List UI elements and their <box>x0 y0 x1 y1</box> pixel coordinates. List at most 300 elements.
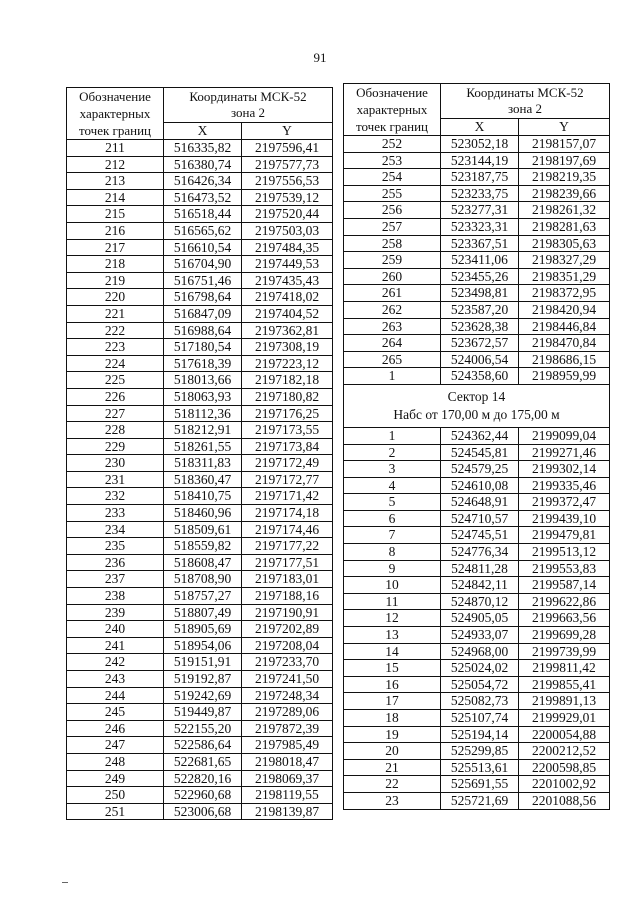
coordinates-header <box>441 84 610 119</box>
table-row <box>344 202 610 219</box>
y-coordinate: 2197182,18 <box>242 372 333 389</box>
y-coordinate: 2197233,70 <box>242 654 333 671</box>
table-row <box>344 218 610 235</box>
point-number: 233 <box>67 505 164 522</box>
point-number: 240 <box>67 621 164 638</box>
y-coordinate: 2197173,84 <box>242 438 333 455</box>
x-coordinate: 516473,52 <box>164 189 242 206</box>
point-number: 258 <box>344 235 441 252</box>
point-number: 220 <box>67 289 164 306</box>
point-number: 252 <box>344 136 441 153</box>
x-coordinate: 525691,55 <box>441 776 519 793</box>
table-row <box>344 477 610 494</box>
point-number: 255 <box>344 185 441 202</box>
table-row <box>67 305 333 322</box>
y-coordinate: 2197248,34 <box>242 687 333 704</box>
y-coordinate: 2197418,02 <box>242 289 333 306</box>
y-coordinate: 2199302,14 <box>519 461 610 478</box>
designation-line2: характерных <box>356 102 428 117</box>
point-number: 223 <box>67 339 164 356</box>
point-number: 219 <box>67 272 164 289</box>
x-coordinate: 518954,06 <box>164 637 242 654</box>
point-number: 16 <box>344 676 441 693</box>
point-number: 9 <box>344 560 441 577</box>
y-coordinate: 2199699,28 <box>519 627 610 644</box>
y-coordinate: 2197171,42 <box>242 488 333 505</box>
x-coordinate: 518708,90 <box>164 571 242 588</box>
table-row <box>67 388 333 405</box>
point-number: 254 <box>344 169 441 186</box>
table-row <box>344 693 610 710</box>
x-coordinate: 516380,74 <box>164 156 242 173</box>
right-table-body-bottom <box>344 427 610 809</box>
point-number: 257 <box>344 218 441 235</box>
point-number: 224 <box>67 355 164 372</box>
x-coordinate: 523233,75 <box>441 185 519 202</box>
point-number: 216 <box>67 222 164 239</box>
point-number: 261 <box>344 285 441 302</box>
right-table-body-top <box>344 136 610 385</box>
x-coordinate: 516847,09 <box>164 305 242 322</box>
table-row <box>67 239 333 256</box>
point-number: 239 <box>67 604 164 621</box>
y-coordinate: 2198305,63 <box>519 235 610 252</box>
point-number: 256 <box>344 202 441 219</box>
point-number: 238 <box>67 588 164 605</box>
x-coordinate: 524362,44 <box>441 427 519 444</box>
table-row <box>67 322 333 339</box>
coordinates-line2: зона 2 <box>230 104 266 120</box>
point-number: 8 <box>344 544 441 561</box>
y-coordinate: 2199587,14 <box>519 577 610 594</box>
designation-line1: Обозначение <box>356 85 428 100</box>
point-number: 263 <box>344 318 441 335</box>
table-row <box>344 792 610 809</box>
y-coordinate: 2197202,89 <box>242 621 333 638</box>
coordinates-line1: Координаты МСК-52 <box>466 84 584 100</box>
x-coordinate: 525513,61 <box>441 759 519 776</box>
y-coordinate: 2197520,44 <box>242 206 333 223</box>
point-number: 249 <box>67 770 164 787</box>
table-row <box>344 185 610 202</box>
point-number: 236 <box>67 554 164 571</box>
point-number: 230 <box>67 455 164 472</box>
y-coordinate: 2198281,63 <box>519 218 610 235</box>
left-table-body <box>67 140 333 820</box>
point-number: 217 <box>67 239 164 256</box>
table-row <box>67 289 333 306</box>
y-coordinate: 2197176,25 <box>242 405 333 422</box>
table-row <box>67 753 333 770</box>
designation-line3: точек границ <box>355 119 429 134</box>
y-coordinate: 2200212,52 <box>519 743 610 760</box>
x-coordinate: 516751,46 <box>164 272 242 289</box>
x-coordinate: 524648,91 <box>441 494 519 511</box>
y-coordinate: 2198372,95 <box>519 285 610 302</box>
table-row <box>344 235 610 252</box>
y-coordinate: 2199439,10 <box>519 510 610 527</box>
table-row <box>67 422 333 439</box>
table-row <box>344 252 610 269</box>
point-number: 229 <box>67 438 164 455</box>
y-coordinate: 2198197,69 <box>519 152 610 169</box>
table-row <box>344 318 610 335</box>
table-row <box>344 643 610 660</box>
x-coordinate: 525107,74 <box>441 710 519 727</box>
x-coordinate: 523144,19 <box>441 152 519 169</box>
table-row <box>67 455 333 472</box>
table-row <box>67 571 333 588</box>
x-coordinate: 516988,64 <box>164 322 242 339</box>
table-row <box>67 671 333 688</box>
table-row <box>344 560 610 577</box>
y-column-header: Y <box>242 122 333 139</box>
coordinates-line2: зона 2 <box>507 100 543 116</box>
x-coordinate: 524745,51 <box>441 527 519 544</box>
table-row <box>67 256 333 273</box>
y-coordinate: 2197241,50 <box>242 671 333 688</box>
y-coordinate: 2197289,06 <box>242 704 333 721</box>
table-row <box>67 206 333 223</box>
designation-line2: характерных <box>79 106 151 121</box>
point-number: 237 <box>67 571 164 588</box>
point-number: 247 <box>67 737 164 754</box>
designation-line1: Обозначение <box>79 89 151 104</box>
table-row <box>344 743 610 760</box>
y-coordinate: 2199099,04 <box>519 427 610 444</box>
table-row <box>344 577 610 594</box>
table-row <box>344 351 610 368</box>
x-coordinate: 524870,12 <box>441 593 519 610</box>
table-row <box>67 604 333 621</box>
x-coordinate: 524811,28 <box>441 560 519 577</box>
y-coordinate: 2198069,37 <box>242 770 333 787</box>
point-number: 231 <box>67 471 164 488</box>
x-coordinate: 525024,02 <box>441 660 519 677</box>
y-coordinate: 2197183,01 <box>242 571 333 588</box>
point-number: 235 <box>67 538 164 555</box>
point-number: 227 <box>67 405 164 422</box>
y-coordinate: 2199335,46 <box>519 477 610 494</box>
x-coordinate: 523277,31 <box>441 202 519 219</box>
y-coordinate: 2198119,55 <box>242 787 333 804</box>
y-coordinate: 2198157,07 <box>519 136 610 153</box>
point-number: 234 <box>67 521 164 538</box>
x-coordinate: 524776,34 <box>441 544 519 561</box>
point-number: 214 <box>67 189 164 206</box>
point-number: 12 <box>344 610 441 627</box>
point-number: 245 <box>67 704 164 721</box>
sector-heading <box>344 384 610 427</box>
table-row <box>344 660 610 677</box>
y-coordinate: 2199479,81 <box>519 527 610 544</box>
table-row <box>67 189 333 206</box>
point-number: 243 <box>67 671 164 688</box>
y-coordinate: 2197180,82 <box>242 388 333 405</box>
point-number: 244 <box>67 687 164 704</box>
x-coordinate: 516565,62 <box>164 222 242 239</box>
x-coordinate: 518757,27 <box>164 588 242 605</box>
table-row <box>344 427 610 444</box>
y-coordinate: 2198420,94 <box>519 301 610 318</box>
y-coordinate: 2199811,42 <box>519 660 610 677</box>
y-coordinate: 2197596,41 <box>242 140 333 157</box>
x-coordinate: 518608,47 <box>164 554 242 571</box>
x-coordinate: 523455,26 <box>441 268 519 285</box>
table-row <box>344 610 610 627</box>
y-coordinate: 2197190,91 <box>242 604 333 621</box>
point-number: 264 <box>344 335 441 352</box>
x-coordinate: 516798,64 <box>164 289 242 306</box>
y-coordinate: 2199663,56 <box>519 610 610 627</box>
y-coordinate: 2199855,41 <box>519 676 610 693</box>
table-row <box>67 471 333 488</box>
table-row <box>67 720 333 737</box>
x-coordinate: 516704,90 <box>164 256 242 273</box>
y-coordinate: 2198261,32 <box>519 202 610 219</box>
x-coordinate: 523052,18 <box>441 136 519 153</box>
x-coordinate: 516426,34 <box>164 173 242 190</box>
table-row <box>67 803 333 820</box>
y-coordinate: 2198219,35 <box>519 169 610 186</box>
x-coordinate: 522155,20 <box>164 720 242 737</box>
table-row <box>67 554 333 571</box>
sector-block <box>344 384 610 427</box>
x-coordinate: 522960,68 <box>164 787 242 804</box>
point-number: 2 <box>344 444 441 461</box>
y-coordinate: 2197173,55 <box>242 422 333 439</box>
y-coordinate: 2199513,12 <box>519 544 610 561</box>
table-row <box>344 152 610 169</box>
x-coordinate: 518360,47 <box>164 471 242 488</box>
y-coordinate: 2198239,66 <box>519 185 610 202</box>
y-coordinate: 2198470,84 <box>519 335 610 352</box>
y-coordinate: 2197577,73 <box>242 156 333 173</box>
x-coordinate: 518063,93 <box>164 388 242 405</box>
y-coordinate: 2200598,85 <box>519 759 610 776</box>
point-number: 241 <box>67 637 164 654</box>
table-row <box>67 339 333 356</box>
point-number: 226 <box>67 388 164 405</box>
y-coordinate: 2199739,99 <box>519 643 610 660</box>
x-column-header: X <box>164 122 242 139</box>
page-number: 91 <box>313 50 327 65</box>
table-row <box>344 527 610 544</box>
point-number: 11 <box>344 593 441 610</box>
x-coordinate: 524968,00 <box>441 643 519 660</box>
table-row <box>67 621 333 638</box>
y-coordinate: 2201088,56 <box>519 792 610 809</box>
x-coordinate: 523628,38 <box>441 318 519 335</box>
x-coordinate: 519242,69 <box>164 687 242 704</box>
y-coordinate: 2197308,19 <box>242 339 333 356</box>
x-coordinate: 522820,16 <box>164 770 242 787</box>
y-coordinate: 2197404,52 <box>242 305 333 322</box>
point-number: 22 <box>344 776 441 793</box>
table-row <box>344 710 610 727</box>
y-coordinate: 2198351,29 <box>519 268 610 285</box>
point-number: 20 <box>344 743 441 760</box>
sector-title: Сектор 14 <box>447 388 506 404</box>
designation-header <box>67 88 164 140</box>
point-number: 21 <box>344 759 441 776</box>
y-coordinate: 2198139,87 <box>242 803 333 820</box>
y-coordinate: 2198686,15 <box>519 351 610 368</box>
coordinates-line1: Координаты МСК-52 <box>189 88 307 104</box>
point-number: 19 <box>344 726 441 743</box>
point-number: 225 <box>67 372 164 389</box>
point-number: 7 <box>344 527 441 544</box>
coordinates-table-right <box>343 83 610 810</box>
x-coordinate: 523367,51 <box>441 235 519 252</box>
x-coordinate: 523498,81 <box>441 285 519 302</box>
point-number: 228 <box>67 422 164 439</box>
point-number: 262 <box>344 301 441 318</box>
y-coordinate: 2199929,01 <box>519 710 610 727</box>
x-coordinate: 523187,75 <box>441 169 519 186</box>
point-number: 215 <box>67 206 164 223</box>
point-number: 10 <box>344 577 441 594</box>
table-row <box>344 169 610 186</box>
x-coordinate: 522681,65 <box>164 753 242 770</box>
y-coordinate: 2197435,43 <box>242 272 333 289</box>
x-coordinate: 519192,87 <box>164 671 242 688</box>
x-coordinate: 518460,96 <box>164 505 242 522</box>
y-coordinate: 2199891,13 <box>519 693 610 710</box>
table-row <box>67 372 333 389</box>
x-coordinate: 523672,57 <box>441 335 519 352</box>
y-coordinate: 2197362,81 <box>242 322 333 339</box>
x-coordinate: 516610,54 <box>164 239 242 256</box>
x-coordinate: 518905,69 <box>164 621 242 638</box>
table-row <box>67 156 333 173</box>
x-coordinate: 523006,68 <box>164 803 242 820</box>
point-number: 6 <box>344 510 441 527</box>
point-number: 1 <box>344 368 441 385</box>
table-row <box>344 759 610 776</box>
coordinates-header <box>164 88 333 123</box>
x-coordinate: 518261,55 <box>164 438 242 455</box>
x-coordinate: 523587,20 <box>441 301 519 318</box>
point-number: 5 <box>344 494 441 511</box>
point-number: 218 <box>67 256 164 273</box>
y-coordinate: 2197539,12 <box>242 189 333 206</box>
x-coordinate: 525299,85 <box>441 743 519 760</box>
y-coordinate: 2197556,53 <box>242 173 333 190</box>
y-coordinate: 2197174,46 <box>242 521 333 538</box>
table-row <box>67 521 333 538</box>
table-row <box>344 268 610 285</box>
y-coordinate: 2197872,39 <box>242 720 333 737</box>
table-row <box>67 704 333 721</box>
scan-artifact <box>62 882 68 883</box>
x-coordinate: 524933,07 <box>441 627 519 644</box>
table-row <box>344 136 610 153</box>
table-row <box>67 588 333 605</box>
table-row <box>344 494 610 511</box>
y-coordinate: 2197484,35 <box>242 239 333 256</box>
table-row <box>67 505 333 522</box>
point-number: 212 <box>67 156 164 173</box>
point-number: 248 <box>67 753 164 770</box>
table-row <box>344 335 610 352</box>
y-coordinate: 2197172,49 <box>242 455 333 472</box>
y-coordinate: 2198018,47 <box>242 753 333 770</box>
x-coordinate: 525082,73 <box>441 693 519 710</box>
designation-header <box>344 84 441 136</box>
y-coordinate: 2197177,51 <box>242 554 333 571</box>
x-coordinate: 519449,87 <box>164 704 242 721</box>
point-number: 213 <box>67 173 164 190</box>
x-coordinate: 524358,60 <box>441 368 519 385</box>
x-coordinate: 525054,72 <box>441 676 519 693</box>
point-number: 222 <box>67 322 164 339</box>
table-row <box>67 405 333 422</box>
x-coordinate: 525721,69 <box>441 792 519 809</box>
y-coordinate: 2200054,88 <box>519 726 610 743</box>
x-coordinate: 524842,11 <box>441 577 519 594</box>
table-row <box>344 285 610 302</box>
y-coordinate: 2198446,84 <box>519 318 610 335</box>
y-coordinate: 2197177,22 <box>242 538 333 555</box>
table-row <box>67 438 333 455</box>
x-coordinate: 517618,39 <box>164 355 242 372</box>
table-row <box>344 593 610 610</box>
point-number: 232 <box>67 488 164 505</box>
table-row <box>344 510 610 527</box>
designation-line3: точек границ <box>78 123 152 138</box>
table-row <box>344 627 610 644</box>
y-coordinate: 2201002,92 <box>519 776 610 793</box>
table-row <box>67 222 333 239</box>
table-row <box>67 654 333 671</box>
table-row <box>67 272 333 289</box>
x-coordinate: 518311,83 <box>164 455 242 472</box>
x-coordinate: 518807,49 <box>164 604 242 621</box>
x-coordinate: 517180,54 <box>164 339 242 356</box>
point-number: 265 <box>344 351 441 368</box>
table-row <box>67 140 333 157</box>
point-number: 260 <box>344 268 441 285</box>
table-row <box>67 687 333 704</box>
point-number: 3 <box>344 461 441 478</box>
y-column-header: Y <box>519 118 610 135</box>
x-coordinate: 518013,66 <box>164 372 242 389</box>
y-coordinate: 2197188,16 <box>242 588 333 605</box>
x-coordinate: 524710,57 <box>441 510 519 527</box>
table-row <box>67 538 333 555</box>
point-number: 23 <box>344 792 441 809</box>
x-coordinate: 516335,82 <box>164 140 242 157</box>
point-number: 17 <box>344 693 441 710</box>
x-coordinate: 525194,14 <box>441 726 519 743</box>
y-coordinate: 2198327,29 <box>519 252 610 269</box>
x-coordinate: 518212,91 <box>164 422 242 439</box>
point-number: 250 <box>67 787 164 804</box>
table-row <box>67 488 333 505</box>
x-coordinate: 524905,05 <box>441 610 519 627</box>
table-row <box>344 301 610 318</box>
y-coordinate: 2199553,83 <box>519 560 610 577</box>
point-number: 251 <box>67 803 164 820</box>
sector-subtitle: Набс от 170,00 м до 175,00 м <box>393 406 560 422</box>
x-column-header: X <box>441 118 519 135</box>
x-coordinate: 524006,54 <box>441 351 519 368</box>
y-coordinate: 2197172,77 <box>242 471 333 488</box>
y-coordinate: 2199271,46 <box>519 444 610 461</box>
point-number: 253 <box>344 152 441 169</box>
point-number: 259 <box>344 252 441 269</box>
